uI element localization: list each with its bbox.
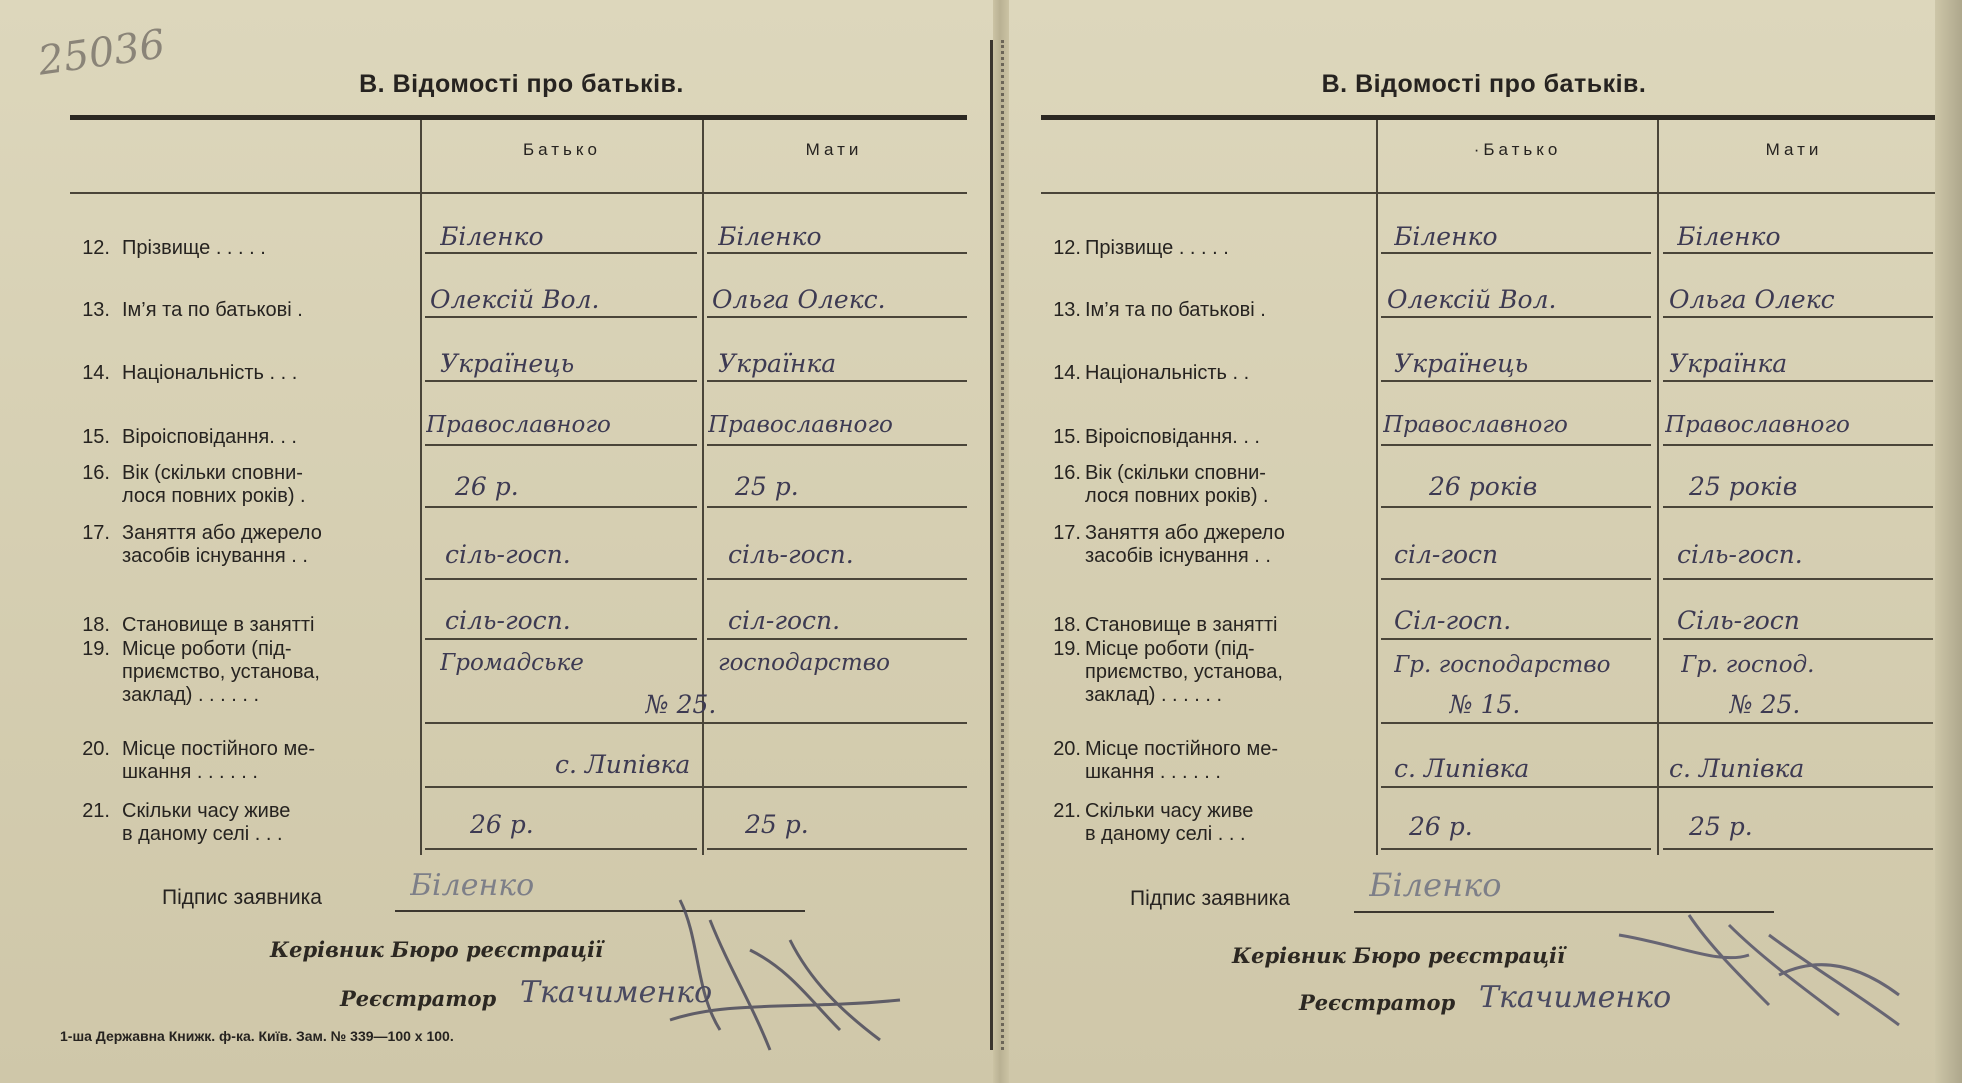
left-line [425, 638, 697, 640]
father-nationality: Українець [440, 349, 575, 378]
right-page-edge [1935, 0, 1962, 1083]
left-line [707, 252, 967, 254]
row-label-surname: Прізвище . . . . . [122, 237, 266, 259]
right-line [1663, 578, 1933, 580]
right-top-rule [1041, 115, 1953, 120]
father-position: Сіл-госп. [1394, 606, 1512, 635]
row-label-occupation: Заняття або джерело засобів існування . . [122, 522, 322, 567]
row-number: 18. [1053, 614, 1081, 636]
row-number: 21. [82, 800, 110, 822]
left-line [425, 252, 697, 254]
row-number: 14. [82, 362, 110, 384]
father-name: Олексій Вол. [430, 285, 600, 314]
father-surname: Біленко [1394, 222, 1498, 251]
right-line [1381, 578, 1651, 580]
row-label-religion: Віроісповідання. . . [122, 426, 297, 448]
right-line [1663, 316, 1933, 318]
registrar-label: Реєстратор [1299, 990, 1456, 1015]
row-number: 21. [1053, 800, 1081, 822]
mother-workplace: Гр. господ. [1681, 652, 1815, 678]
mother-age: 25 років [1689, 472, 1798, 501]
row-number: 12. [82, 237, 110, 259]
row-label-residence-time: Скільки часу живе в даному селі . . . [122, 800, 291, 845]
right-line [1381, 848, 1651, 850]
right-col-divider-2 [1657, 120, 1659, 855]
right-line [1663, 444, 1933, 446]
row-label-religion: Віроісповідання. . . [1085, 426, 1260, 448]
mother-nationality: Українка [718, 349, 837, 378]
row-label-residence: Місце постійного ме- шкання . . . . . . [122, 738, 315, 783]
right-line [1381, 506, 1651, 508]
right-line [1663, 380, 1933, 382]
right-line [1663, 848, 1933, 850]
row-number: 16. [1053, 462, 1081, 484]
right-col-father: ·Батько [1473, 140, 1562, 159]
father-workplace: Громадське [440, 650, 584, 676]
mother-workplace: господарство [718, 650, 890, 676]
right-line [1381, 252, 1651, 254]
row-number: 16. [82, 462, 110, 484]
left-line [707, 848, 967, 850]
head-of-bureau-label: Керівник Бюро реєстрації [270, 937, 603, 962]
mother-surname: Біленко [718, 222, 822, 251]
row-number: 20. [1053, 738, 1081, 760]
father-residence: с. Липівка [1394, 754, 1530, 783]
father-religion: Православного [1383, 412, 1568, 438]
row-label-residence-time: Скільки часу живе в даному селі . . . [1085, 800, 1254, 845]
father-residence-time: 26 р. [470, 810, 534, 839]
right-line [1663, 252, 1933, 254]
left-title: В. Відомості про батьків. [359, 70, 684, 98]
father-religion: Православного [426, 412, 611, 438]
father-position: сіль-госп. [445, 606, 571, 635]
left-line [425, 380, 697, 382]
right-line [1663, 506, 1933, 508]
mother-workplace-number: № 25. [1729, 690, 1801, 719]
right-line [1381, 786, 1933, 788]
mother-position: сіл-госп. [728, 606, 841, 635]
father-nationality: Українець [1394, 349, 1529, 378]
mother-name: Ольга Олекс [1669, 285, 1835, 314]
mother-residence-time: 25 р. [745, 810, 809, 839]
center-rule [990, 40, 993, 1050]
right-page [1009, 0, 1962, 1083]
row-label-nationality: Національність . . [1085, 362, 1250, 384]
mother-religion: Православного [708, 412, 893, 438]
right-line [1381, 316, 1651, 318]
row-number: 15. [1053, 426, 1081, 448]
row-label-position: Становище в занятті [122, 614, 315, 636]
father-name: Олексій Вол. [1387, 285, 1557, 314]
right-col-mother: Мати [1765, 140, 1823, 159]
row-number: 15. [82, 426, 110, 448]
left-line [425, 316, 697, 318]
row-number: 17. [82, 522, 110, 544]
shared-residence: с. Липівка [555, 750, 691, 779]
left-line [707, 444, 967, 446]
mother-residence: с. Липівка [1669, 754, 1805, 783]
father-occupation: сіл-госп [1394, 540, 1499, 569]
row-label-residence: Місце постійного ме- шкання . . . . . . [1085, 738, 1278, 783]
father-workplace: Гр. господарство [1394, 652, 1611, 678]
mother-nationality: Українка [1669, 349, 1788, 378]
applicant-signature-label: Підпис заявника [1130, 887, 1290, 910]
father-workplace-number: № 15. [1449, 690, 1521, 719]
left-line [425, 444, 697, 446]
printer-imprint: 1-ша Державна Книжк. ф-ка. Київ. Зам. № 339—100 х 100. [60, 1028, 454, 1044]
row-label-surname: Прізвище . . . . . [1085, 237, 1229, 259]
row-number: 19. [1053, 638, 1081, 660]
left-col-father: Батько [523, 140, 601, 159]
archive-number: 25036 [35, 21, 168, 85]
row-number: 17. [1053, 522, 1081, 544]
applicant-signature: Біленко [410, 868, 535, 903]
mother-surname: Біленко [1677, 222, 1781, 251]
left-line [707, 316, 967, 318]
head-signature-scribble [640, 880, 920, 1070]
left-line [707, 506, 967, 508]
left-line [707, 380, 967, 382]
row-label-workplace: Місце роботи (під- приємство, установа, заклад) . . . . . . [122, 638, 320, 706]
row-label-name: Ім’я та по батькові . [1085, 299, 1266, 321]
left-header-rule [70, 192, 967, 194]
right-line [1381, 380, 1651, 382]
left-top-rule [70, 115, 967, 120]
mother-occupation: сіль-госп. [1677, 540, 1803, 569]
row-number: 12. [1053, 237, 1081, 259]
workplace-number: № 25. [645, 690, 717, 719]
left-line [707, 578, 967, 580]
row-number: 18. [82, 614, 110, 636]
mother-occupation: сіль-госп. [728, 540, 854, 569]
mother-residence-time: 25 р. [1689, 812, 1753, 841]
row-label-name: Ім’я та по батькові . [122, 299, 303, 321]
row-number: 20. [82, 738, 110, 760]
right-title: В. Відомості про батьків. [1321, 70, 1647, 98]
mother-name: Ольга Олекс. [712, 285, 886, 314]
row-label-occupation: Заняття або джерело засобів існування . . [1085, 522, 1285, 567]
row-number: 13. [82, 299, 110, 321]
father-age: 26 р. [455, 472, 519, 501]
left-col-divider-1 [420, 120, 422, 855]
left-line [425, 848, 697, 850]
head-of-bureau-label: Керівник Бюро реєстрації [1232, 943, 1565, 968]
father-occupation: сіль-госп. [445, 540, 571, 569]
right-col-divider-1 [1376, 120, 1378, 855]
left-line [425, 786, 967, 788]
left-line [707, 638, 967, 640]
perforation [1001, 40, 1004, 1050]
left-line [425, 722, 967, 724]
right-line [1381, 444, 1651, 446]
right-line [1381, 722, 1933, 724]
mother-age: 25 р. [735, 472, 799, 501]
left-line [425, 578, 697, 580]
father-surname: Біленко [440, 222, 544, 251]
father-age: 26 років [1429, 472, 1538, 501]
right-line [1663, 638, 1933, 640]
applicant-signature-label: Підпис заявника [162, 886, 322, 909]
row-label-position: Становище в занятті [1085, 614, 1278, 636]
mother-religion: Православного [1665, 412, 1850, 438]
right-header-rule [1041, 192, 1953, 194]
right-line [1381, 638, 1651, 640]
row-number: 19. [82, 638, 110, 660]
row-label-age: Вік (скільки сповни- лося повних років) . [122, 462, 306, 507]
applicant-signature: Біленко [1369, 866, 1502, 904]
row-label-age: Вік (скільки сповни- лося повних років) . [1085, 462, 1269, 507]
row-number: 13. [1053, 299, 1081, 321]
left-col-mother: Мати [805, 140, 863, 159]
head-signature-scribble [1599, 905, 1929, 1055]
row-label-nationality: Національність . . . [122, 362, 298, 384]
mother-position: Сіль-госп [1677, 606, 1800, 635]
registrar-signature: Ткачименко [1479, 980, 1672, 1015]
row-label-workplace: Місце роботи (під- приємство, установа, заклад) . . . . . . [1085, 638, 1283, 706]
left-col-divider-2 [702, 120, 704, 855]
left-line [425, 506, 697, 508]
registrar-label: Реєстратор [340, 986, 497, 1011]
row-number: 14. [1053, 362, 1081, 384]
registrar-signature: Ткачименко [520, 975, 713, 1010]
father-residence-time: 26 р. [1409, 812, 1473, 841]
